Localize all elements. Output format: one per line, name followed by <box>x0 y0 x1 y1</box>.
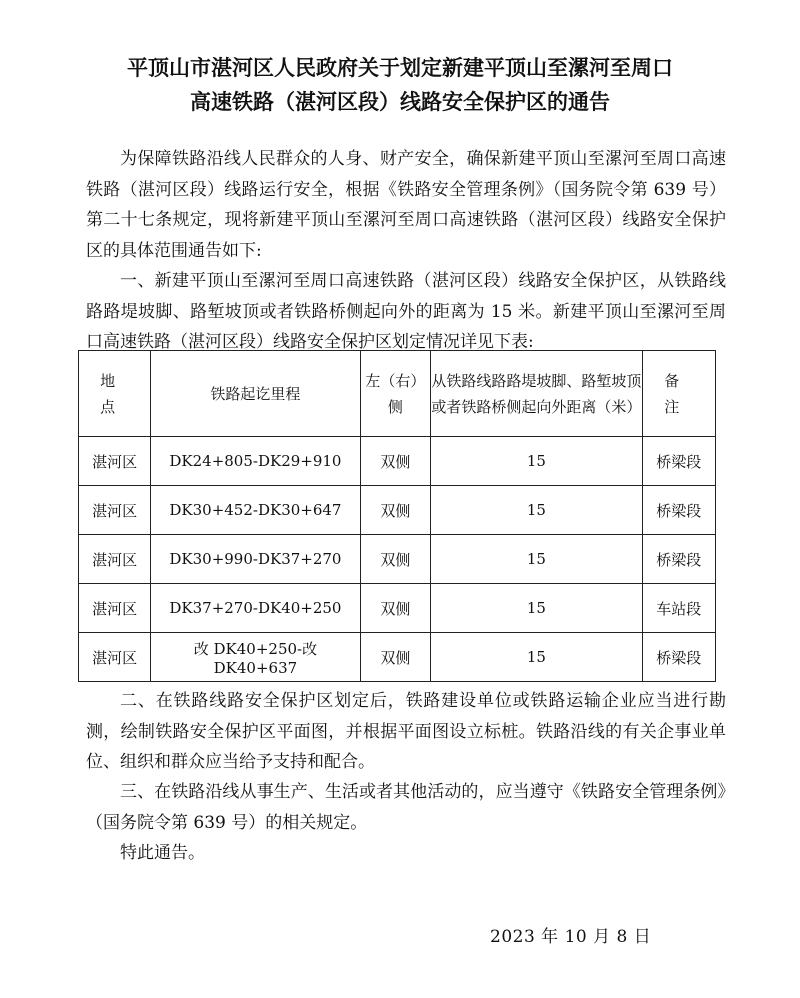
cell-mileage: DK30+990-DK37+270 <box>151 535 360 584</box>
cell-side: 双侧 <box>360 584 431 633</box>
table-row <box>79 486 716 535</box>
item-3-paragraph: 三、在铁路沿线从事生产、生活或者其他活动的，应当遵守《铁路安全管理条例》（国务院令第 639 号）的相关规定。 <box>86 782 726 833</box>
table-row <box>79 633 716 682</box>
cell-distance: 15 <box>431 584 642 633</box>
cell-location: 湛河区 <box>79 437 151 486</box>
notice-title-line-1: 平顶山市湛河区人民政府关于划定新建平顶山至漯河至周口 <box>127 56 673 80</box>
cell-remark: 桥梁段 <box>642 633 715 682</box>
cell-location: 湛河区 <box>79 486 151 535</box>
cell-remark: 桥梁段 <box>642 437 715 486</box>
cell-distance: 15 <box>431 535 642 584</box>
header-remark: 备 注 <box>642 351 715 437</box>
cell-side: 双侧 <box>360 633 431 682</box>
cell-mileage: 改 DK40+250-改 DK40+637 <box>151 633 360 682</box>
item-2-paragraph: 二、在铁路线路安全保护区划定后，铁路建设单位或铁路运输企业应当进行勘测，绘制铁路安全保护区平面图，并根据平面图设立标桩。铁路沿线的有关企事业单位、组织和群众应当给予支持和配合。 <box>86 691 726 772</box>
cell-mileage: DK30+452-DK30+647 <box>151 486 360 535</box>
table-row <box>79 437 716 486</box>
table-row <box>79 535 716 584</box>
cell-distance: 15 <box>431 486 642 535</box>
protection-zone-table <box>78 350 716 682</box>
cell-side: 双侧 <box>360 437 431 486</box>
table-header-row <box>79 351 716 437</box>
cell-distance: 15 <box>431 633 642 682</box>
cell-mileage: DK24+805-DK29+910 <box>151 437 360 486</box>
header-side: 左（右）侧 <box>360 351 431 437</box>
cell-remark: 桥梁段 <box>642 486 715 535</box>
cell-distance: 15 <box>431 437 642 486</box>
cell-mileage: DK37+270-DK40+250 <box>151 584 360 633</box>
header-location: 地 点 <box>79 351 151 437</box>
header-mileage: 铁路起讫里程 <box>151 351 360 437</box>
cell-side: 双侧 <box>360 486 431 535</box>
issue-date: 2023 年 10 月 8 日 <box>490 927 652 947</box>
cell-side: 双侧 <box>360 535 431 584</box>
notice-title-line-2: 高速铁路（湛河区段）线路安全保护区的通告 <box>190 90 610 114</box>
cell-location: 湛河区 <box>79 584 151 633</box>
cell-location: 湛河区 <box>79 633 151 682</box>
table-row <box>79 584 716 633</box>
intro-paragraph: 为保障铁路沿线人民群众的人身、财产安全，确保新建平顶山至漯河至周口高速铁路（湛河区段）线路运行安全，根据《铁路安全管理条例》（国务院令第 639 号）第二十七条规定，现将新建平顶山至漯河至周口高速铁路（湛河区段）线路安全保护区的具体范围通告如下: <box>86 149 726 261</box>
closing-paragraph: 特此通告。 <box>120 843 205 863</box>
cell-location: 湛河区 <box>79 535 151 584</box>
cell-remark: 桥梁段 <box>642 535 715 584</box>
header-distance: 从铁路线路路堤坡脚、路堑坡顶或者铁路桥侧起向外距离（米） <box>431 351 642 437</box>
item-1-paragraph: 一、新建平顶山至漯河至周口高速铁路（湛河区段）线路安全保护区，从铁路线路路堤坡脚、路堑坡顶或者铁路桥侧起向外的距离为 15 米。新建平顶山至漯河至周口高速铁路（湛河区段）线路安全保护区划定情况详见下表: <box>86 271 726 352</box>
cell-remark: 车站段 <box>642 584 715 633</box>
